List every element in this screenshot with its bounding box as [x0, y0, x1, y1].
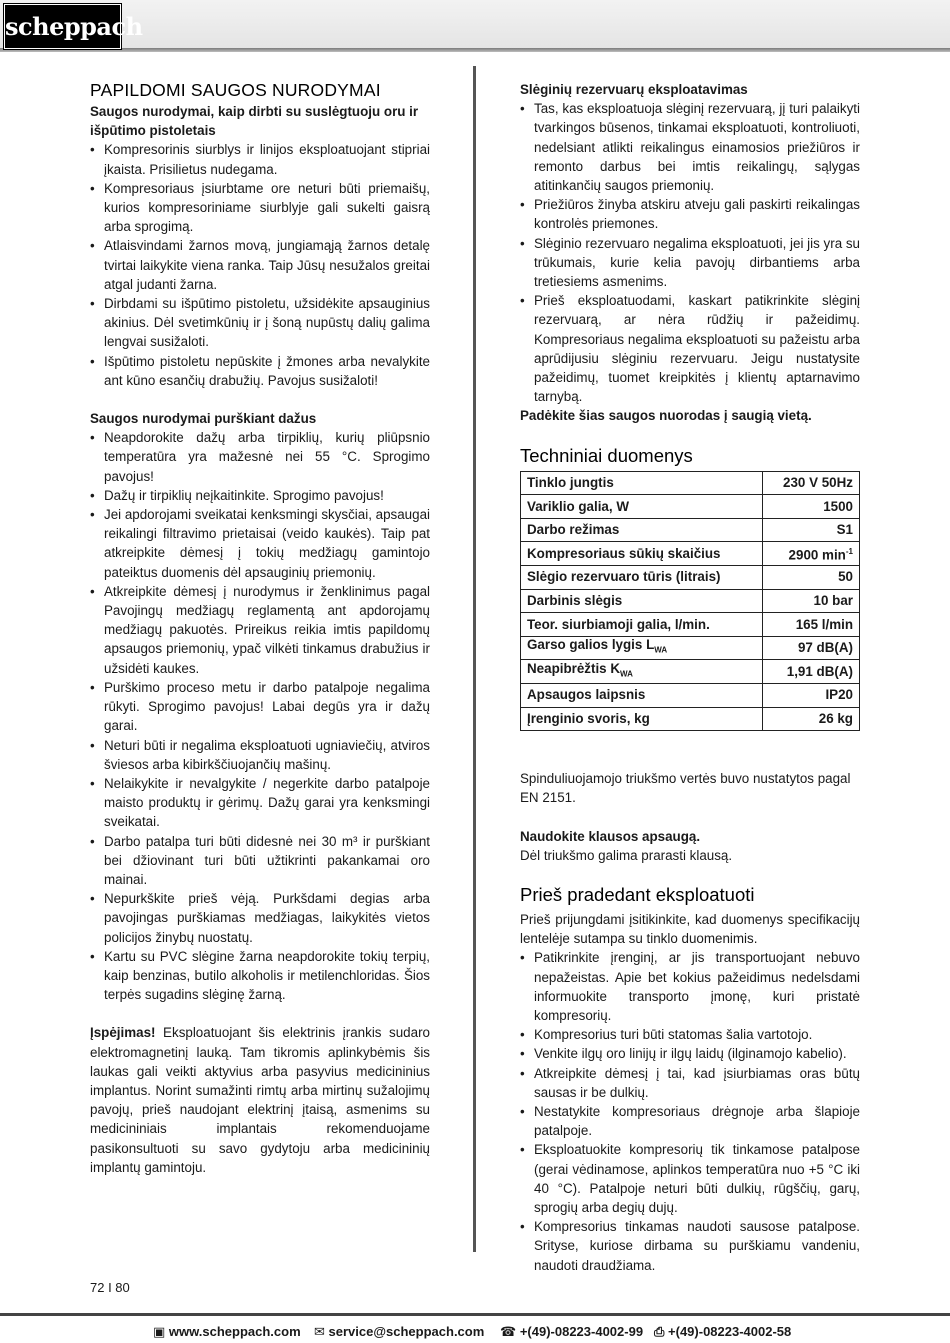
list-item: • Išpūtimo pistoletu nepūskite į žmones arba nevalykite ant kūno esančių drabužių. Pavojus susižaloti!: [90, 352, 430, 390]
list-item: • Nestatykite kompresoriaus drėgnoje arba šlapioje patalpoje.: [520, 1102, 860, 1140]
tech-value: 165 l/min: [762, 613, 859, 637]
tech-row: [521, 471, 860, 495]
tech-row: [521, 566, 860, 590]
footer-contact-bar: [0, 1320, 950, 1343]
phone-icon: ☎: [500, 1324, 517, 1339]
tech-label: Variklio galia, W: [521, 495, 763, 519]
tech-label: Darbo režimas: [521, 518, 763, 542]
scheppach-logo: scheppach: [4, 4, 121, 49]
tech-label: Apsaugos laipsnis: [521, 684, 763, 708]
footer-phone-text: +(49)-08223-4002-99: [519, 1324, 644, 1339]
footer-rule: [0, 1313, 950, 1316]
list-item: • Atlaisvindami žarnos movą, jungiamąją žarnos detalę tvirtai laikykite viena ranka. Taip Jūsų nesužalos greitai atgal judanti žarna.: [90, 236, 430, 294]
list-item: • Venkite ilgų oro linijų ir ilgų laidų (ilginamojo kabelio).: [520, 1044, 860, 1063]
list-item: • Slėginio rezervuaro negalima eksploatuoti, jei jis yra su trūkumais, kurie kelia pavojų dirbantiems arba tretiesiems asmenims.: [520, 234, 860, 292]
tech-label: Tinklo jungtis: [521, 471, 763, 495]
tech-label: Kompresoriaus sūkių skaičius: [521, 542, 763, 566]
tech-row: [521, 660, 860, 684]
tech-row: [521, 613, 860, 637]
tech-value: 50: [762, 566, 859, 590]
header-rule: [0, 48, 950, 52]
tech-row: [521, 518, 860, 542]
list-item: • Kompresorius turi būti statomas šalia vartotojo.: [520, 1025, 860, 1044]
tech-row: [521, 495, 860, 519]
tech-value: S1: [762, 518, 859, 542]
before-use-list: [520, 948, 860, 1274]
monitor-icon: ▣: [153, 1324, 166, 1339]
list-item: • Nelaikykite ir nevalgykite / negerkite darbo patalpoje maisto produktų ir gėrimų. Dažų garai yra kenksmingi sveikatai.: [90, 774, 430, 832]
tech-value: 1500: [762, 495, 859, 519]
list-item: • Kompresorinis siurblys ir linijos eksploatuojant stipriai įkaista. Prisilietus nudegama.: [90, 140, 430, 178]
tech-row: [521, 542, 860, 566]
page-number: 72 I 80: [90, 1280, 130, 1295]
ear-protection-title: Naudokite klausos apsaugą.: [520, 828, 701, 844]
tech-label: Darbinis slėgis: [521, 589, 763, 613]
footer-web-text: www.scheppach.com: [168, 1324, 301, 1339]
tech-data-title: Techniniai duomenys: [520, 444, 693, 466]
tech-data-table: [520, 471, 860, 732]
tech-value: 2900 $\min^{-1}$: [762, 542, 859, 566]
tech-label: Teor. siurbiamoji galia, l/min.: [521, 613, 763, 637]
subheading-compressed-air: Saugos nurodymai, kaip dirbti su suslėgtuoju oru ir išpūtimo pistoletais: [90, 104, 419, 139]
keep-instructions-note: Padėkite šias saugos nuorodas į saugią vietą.: [520, 408, 812, 424]
tech-value: IP20: [762, 684, 859, 708]
list-item: • Neturi būti ir negalima eksploatuoti ugniaviečių, atviros šviesos arba kibirkščiuojančių mašinų.: [90, 736, 430, 774]
list-item: • Eksploatuokite kompresorių tik tinkamose patalpose (gerai vėdinamose, aplinkos temperatūra nuo +5 °C iki 40 °C). Patalpoje neturi būti dulkių, rūgščių, garų, sprogių arba degių dujų.: [520, 1140, 860, 1217]
tech-label: Slėgio rezervuaro tūris (litrais): [521, 566, 763, 590]
painting-list: [90, 428, 430, 1004]
tech-label: Neapibrėžtis $K_{WA}$: [521, 660, 763, 684]
tech-value: 230 V 50Hz: [762, 471, 859, 495]
compressed-air-list: [90, 140, 430, 390]
list-item: • Neapdorokite dažų arba tirpiklių, kurių pliūpsnio temperatūra yra mažesnė nei 55 °C. Sprogimo pavojus!: [90, 428, 430, 486]
warning-label: Įspėjimas!: [90, 1025, 156, 1041]
tech-label: Garso galios lygis $L_{WA}$: [521, 636, 763, 660]
tech-value: 10 bar: [762, 589, 859, 613]
subheading-pressure-vessel: Slėginių rezervuarų eksploatavimas: [520, 82, 748, 97]
right-column: [520, 80, 860, 1275]
tech-row: [521, 636, 860, 660]
tech-value: 26 kg: [762, 707, 859, 731]
list-item: • Nepurkškite prieš vėją. Purkšdami degias arba pavojingas purškiamas medžiagas, laikykitės vietos policijos žinybų nuostatų.: [90, 889, 430, 947]
list-item: • Dažų ir tirpiklių neįkaitinkite. Sprogimo pavojus!: [90, 486, 430, 505]
list-item: • Patikrinkite įrenginį, ar jis transportuojant nebuvo nepažeistas. Apie bet kokius pažeidimus nedelsdami informuokite transporto įmonę, kuri pristatė kompresorių.: [520, 948, 860, 1025]
page-title: PAPILDOMI SAUGOS NURODYMAI: [90, 80, 381, 100]
list-item: • Prieš eksploatuodami, kaskart patikrinkite slėginį rezervuarą, ar nėra rūdžių ir pažeidimų. Kompresoriaus negalima eksploatuoti su pažeistu arba aprūdijusiu slėginiu rezervuaru. Jeigu nustatysite pažeidimų, tuomet kreipkitės į klientų aptarnavimo tarnybą.: [520, 291, 860, 406]
tech-value: 97 dB(A): [762, 636, 859, 660]
left-column: [90, 80, 430, 1177]
list-item: • Kompresoriaus įsiurbtame ore neturi būti priemaišų, kurios kompresoriniame siurblyje gali sukelti gaisrą arba sprogimą.: [90, 179, 430, 237]
list-item: • Tas, kas eksploatuoja slėginį rezervuarą, jį turi palaikyti tvarkingos būsenos, tinkamai eksploatuoti, kontroliuoti, nedelsiant atlikti reikalingus einamosios priežiūros ir remonto darbus bei imtis reikalingų, sąlygas atitinkančių saugos priemonių.: [520, 99, 860, 195]
list-item: • Atkreipkite dėmesį į tai, kad įsiurbiamas oras būtų sausas ir be dulkių.: [520, 1064, 860, 1102]
list-item: • Kompresorius tinkamas naudoti sausose patalpose. Srityse, kuriose dirbama su purškiamu vandeniu, naudoti draudžiama.: [520, 1217, 860, 1275]
list-item: • Dirbdami su išpūtimo pistoletu, užsidėkite apsauginius akinius. Dėl svetimkūnių ir į šoną nupūstų dalių galima lengvai susižaloti.: [90, 294, 430, 352]
footer-phone[interactable]: [500, 1320, 643, 1343]
list-item: • Atkreipkite dėmesį į nurodymus ir ženklinimus pagal Pavojingų medžiagų reglamentą ant apdorojamų medžiagų pakuotės. Prireikus reikia imtis papildomų apsaugos priemonių, ypač vilkėti tinkamus drabužius ir užsidėti kaukes.: [90, 582, 430, 678]
footer-fax: [654, 1320, 791, 1343]
pressure-vessel-list: [520, 99, 860, 406]
noise-note: Spinduliuojamojo triukšmo vertės buvo nustatytos pagal EN 2151.: [520, 771, 851, 806]
list-item: • Priežiūros žinyba atskiru atveju gali paskirti reikalingas kontrolės priemones.: [520, 195, 860, 233]
ear-protection-text: Dėl triukšmo galima prarasti klausą.: [520, 847, 733, 863]
envelope-icon: ✉: [314, 1324, 325, 1339]
list-item: • Jei apdorojami sveikatai kenksmingi skysčiai, apsaugai reikalingi filtravimo prietaisai (veido kaukės). Taip pat atkreipkite dėmesį į tokių medžiagų gamintojo pateiktus duomenis dėl apsauginių priemonių.: [90, 505, 430, 582]
footer-web[interactable]: [153, 1320, 301, 1343]
before-use-title: Prieš pradedant eksploatuoti: [520, 884, 755, 905]
list-item: • Darbo patalpa turi būti didesnė nei 30 m³ ir purškiant bei džiovinant turi būti užtikrinti pakankamai oro mainai.: [90, 832, 430, 890]
column-divider: [473, 66, 476, 1252]
tech-label: Įrenginio svoris, kg: [521, 707, 763, 731]
warning-paragraph: [90, 1023, 430, 1177]
fax-icon: ⎙: [654, 1324, 665, 1339]
list-item: • Purškimo proceso metu ir darbo patalpoje negalima rūkyti. Sprogimo pavojus! Labai degūs yra ir dažų garai.: [90, 678, 430, 736]
warning-text: Eksploatuojant šis elektrinis įrankis sudaro elektromagnetinį lauką. Tam tikromis aplinkybėmis šis laukas gali veikti aktyvius arba pasyvius medicininius implantus. Norint sumažinti rimtų arba mirtinų sužalojimų pavojų, prieš naudojant elektrinį įtaisą, asmenims su medicininiais implantais rekomenduojame pasikonsultuoti su savo gydytoju arba medicininių implantų gamintoju.: [90, 1025, 430, 1175]
tech-row: [521, 589, 860, 613]
subheading-painting: Saugos nurodymai purškiant dažus: [90, 411, 317, 427]
footer-fax-text: +(49)-08223-4002-58: [668, 1324, 792, 1339]
tech-row: [521, 684, 860, 708]
footer-email-text: service@scheppach.com: [328, 1324, 485, 1339]
tech-value: 1,91 dB(A): [762, 660, 859, 684]
before-use-intro: Prieš prijungdami įsitikinkite, kad duomenys specifikacijų lentelėje sutampa su tinklo duomenimis.: [520, 912, 860, 947]
footer-email[interactable]: [314, 1320, 484, 1343]
tech-row: [521, 707, 860, 731]
list-item: • Kartu su PVC slėgine žarna neapdorokite tokių terpių, kaip benzinas, butilo alkoholis ir metilenchloridas. Šios terpės sugadins slėginę žarną.: [90, 947, 430, 1005]
